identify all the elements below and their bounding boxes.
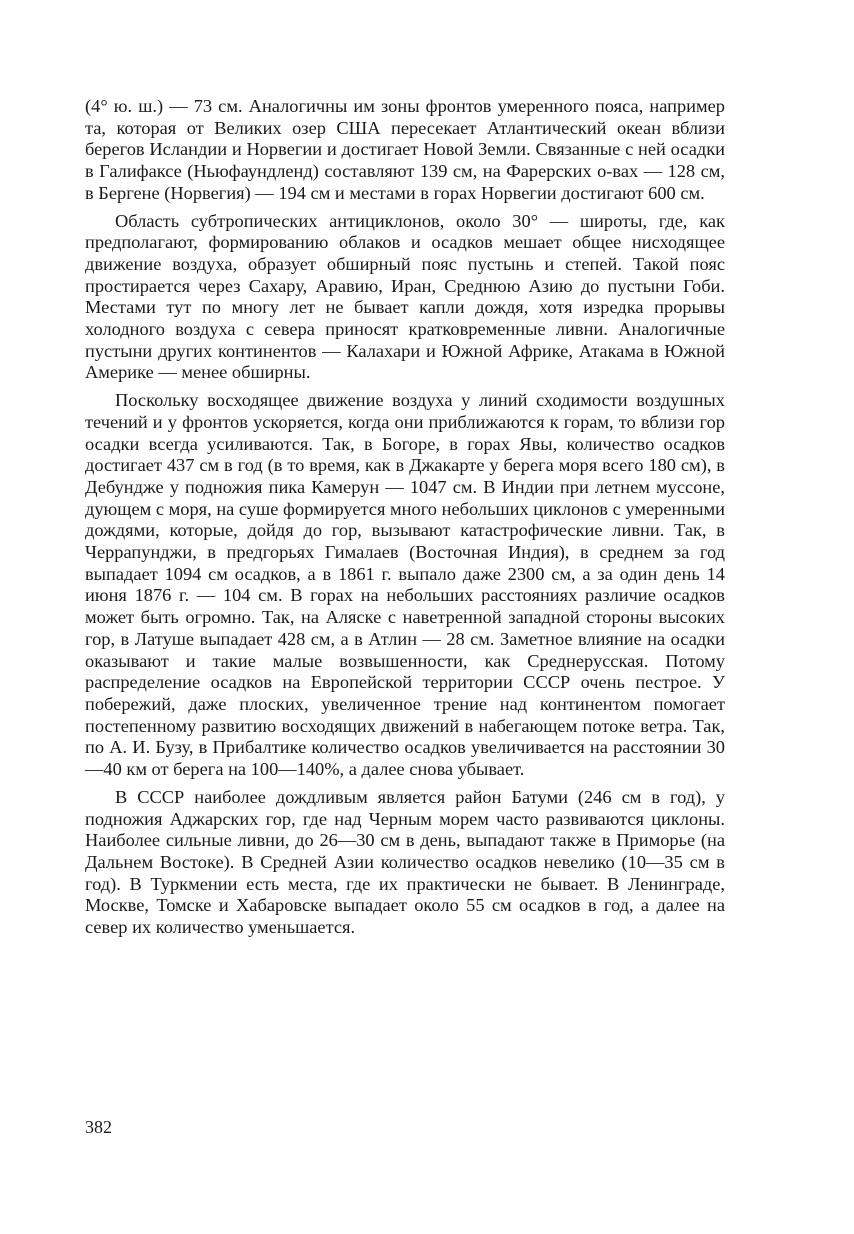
paragraph-subtropical-anticyclones: Область субтропических антициклонов, около 30° — широты, где, как предполагают, формированию облаков и осадков мешает общее нисходящее движение воздуха, образует обширный пояс пустынь и степей. Такой пояс простирается через Сахару, Аравию, Иран, Среднюю Азию до пустыни Гоби. Местами тут по многу лет не бывает капли дождя, хотя изредка прорывы холодного воздуха с севера приносят кратковременные ливни. Аналогичные пустыни других континентов — Калахари и Южной Африке, Атакама в Южной Америке — менее обширны. xyxy=(85,210,725,383)
page-number: 382 xyxy=(85,1117,112,1137)
body-text xyxy=(85,96,725,939)
paragraph-continued: (4° ю. ш.) — 73 см. Аналогичны им зоны фронтов умеренного пояса, например та, которая от Великих озер США пересекает Атлантический океан вблизи берегов Исландии и Норвегии и достигает Новой Земли. Связанные с ней осадки в Галифаксе (Ньюфаундленд) составляют 139 см, на Фарерских о-вах — 128 см, в Бергене (Норвегия) — 194 см и местами в горах Норвегии достигают 600 см. xyxy=(85,96,725,203)
paragraph-ussr-precipitation: В СССР наиболее дождливым является район Батуми (246 см в год), у подножия Аджарских гор, где над Черным морем часто развиваются циклоны. Наиболее сильные ливни, до 26—30 см в день, выпадают также в Приморье (на Дальнем Востоке). В Средней Азии количество осадков невелико (10—35 см в год). В Туркмении есть места, где их практически не бывает. В Ленинграде, Москве, Томске и Хабаровске выпадает около 55 см осадков в год, а далее на север их количество уменьшается. xyxy=(85,786,725,938)
paragraph-mountain-precipitation: Поскольку восходящее движение воздуха у линий сходимости воздушных течений и у фронтов ускоряется, когда они приближаются к горам, то вблизи гор осадки всегда усиливаются. Так, в Богоре, в горах Явы, количество осадков достигает 437 см в год (в то время, как в Джакарте у берега моря всего 180 см), в Дебундже у подножия пика Камерун — 1047 см. В Индии при летнем муссоне, дующем с моря, на суше формируется много небольших циклонов с умеренными дождями, которые, дойдя до гор, вызывают катастрофические ливни. Так, в Черрапунджи, в предгорьях Гималаев (Восточная Индия), в среднем за год выпадает 1094 см осадков, а в 1861 г. выпало даже 2300 см, а за один день 14 июня 1876 г. — 104 см. В горах на небольших расстояниях различие осадков может быть огромно. Так, на Аляске с наветренной западной стороны высоких гор, в Латуше выпадает 428 см, а в Атлин — 28 см. Заметное влияние на осадки оказывают и такие малые возвышенности, как Среднерусская. Потому распределение осадков на Европейской территории СССР очень пестрое. У побережий, даже плоских, увеличенное трение над континентом помогает постепенному развитию восходящих движений в набегающем потоке ветра. Так, по А. И. Бузу, в Прибалтике количество осадков увеличивается на расстоянии 30—40 км от берега на 100—140%, а далее снова убывает. xyxy=(85,390,725,780)
